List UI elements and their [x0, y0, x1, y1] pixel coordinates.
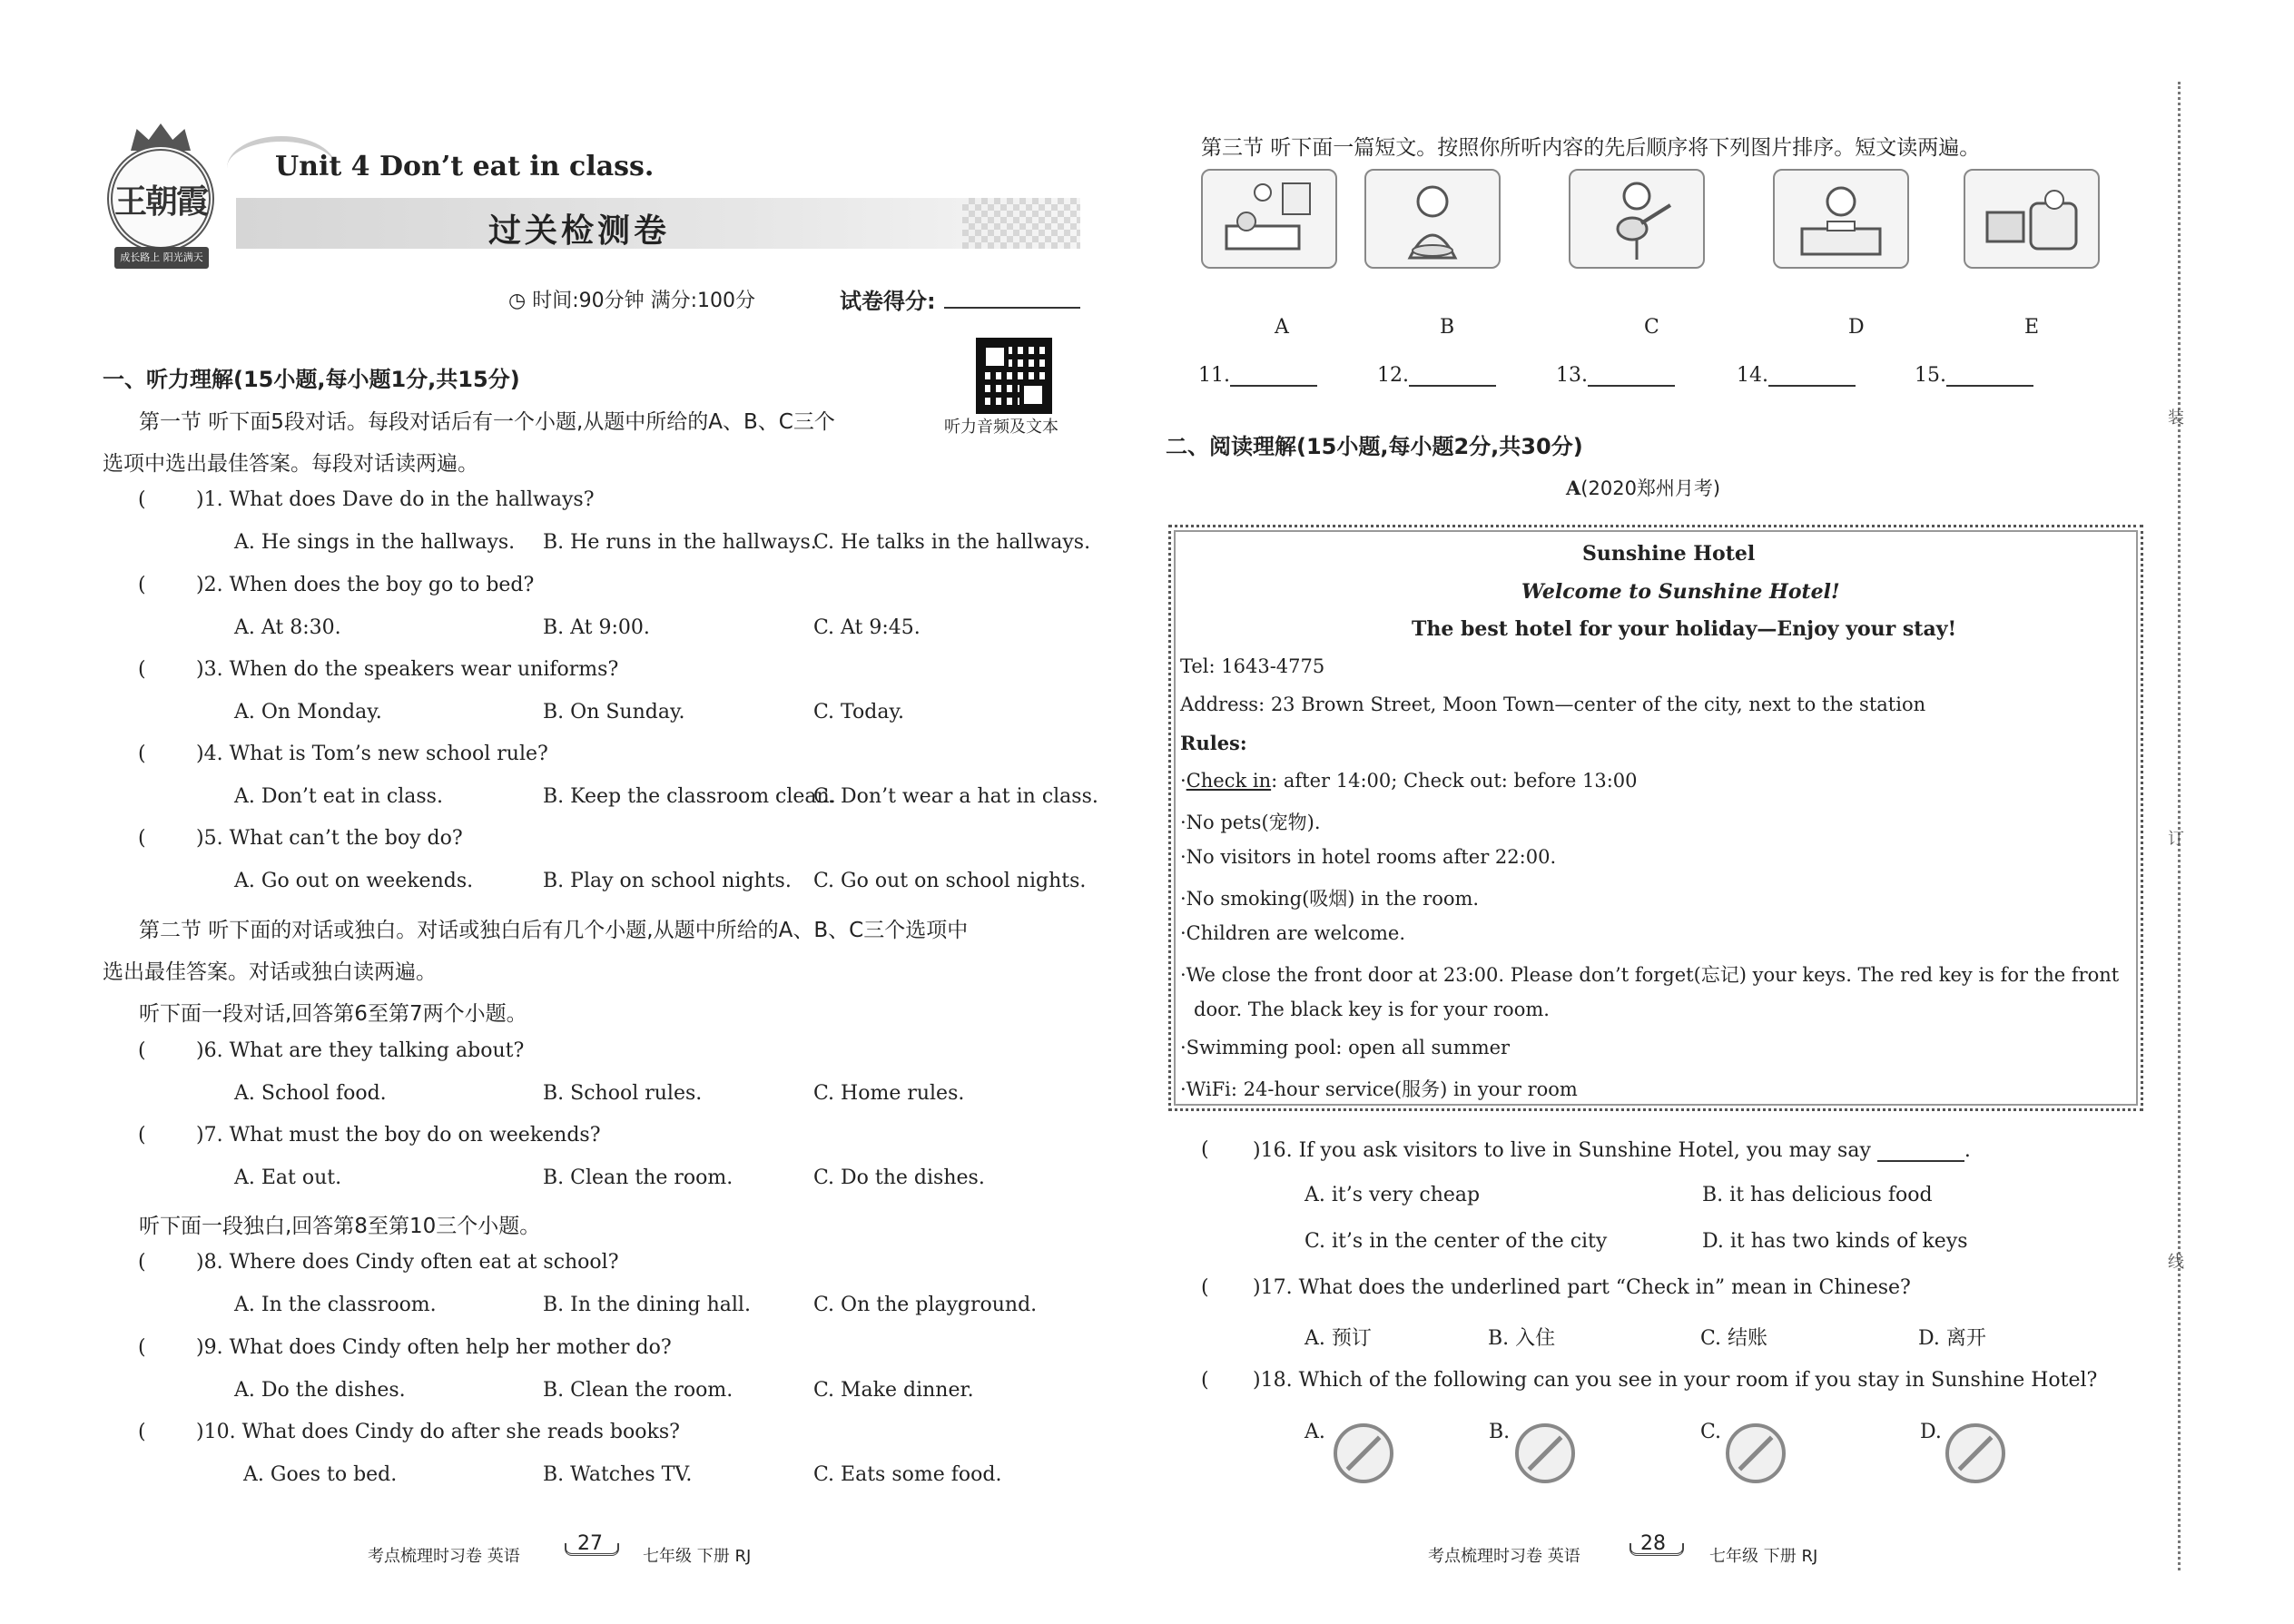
- option-3c[interactable]: C. Today.: [813, 701, 904, 723]
- question-16-text: )16. If you ask visitors to live in Sunshine Hotel, you may say: [1253, 1139, 1871, 1162]
- answer-13-blank[interactable]: [1588, 363, 1675, 387]
- page-number: 27: [577, 1532, 603, 1555]
- answer-15: [1915, 363, 2033, 387]
- part2-instruction-line1: 第二节 听下面的对话或独白。对话或独白后有几个小题,从题中所给的A、B、C三个选项中: [139, 919, 969, 942]
- option-8b[interactable]: B. In the dining hall.: [543, 1294, 751, 1316]
- check-in-underlined: Check in: [1186, 770, 1272, 792]
- question-8: )8. Where does Cindy often eat at school?: [196, 1251, 619, 1274]
- hotel-name: Sunshine Hotel: [1582, 542, 1756, 566]
- option-4b[interactable]: B. Keep the classroom clean.: [543, 785, 836, 808]
- rule-children: ·Children are welcome.: [1180, 922, 1406, 944]
- option-16b[interactable]: B. it has delicious food: [1702, 1184, 1933, 1206]
- time-info: [508, 285, 755, 313]
- qr-caption: 听力音频及文本: [944, 418, 1058, 437]
- option-2a[interactable]: A. At 8:30.: [234, 616, 341, 639]
- rule-front-door: ·We close the front door at 23:00. Please don’t forget(忘记) your keys. The red key is for the front: [1180, 964, 2120, 986]
- question-1: )1. What does Dave do in the hallways?: [196, 488, 595, 511]
- answer-14-label: 14.: [1737, 364, 1768, 387]
- picture-label-d: D: [1848, 316, 1865, 339]
- option-9a[interactable]: A. Do the dishes.: [234, 1379, 406, 1402]
- question-17-paren[interactable]: (: [1201, 1276, 1209, 1299]
- intro-q8-10: 听下面一段独白,回答第8至第10三个小题。: [139, 1215, 541, 1238]
- test-title: 过关检测卷: [488, 212, 671, 250]
- option-3a[interactable]: A. On Monday.: [234, 701, 382, 723]
- option-1a[interactable]: A. He sings in the hallways.: [234, 531, 516, 554]
- question-2-paren[interactable]: (: [138, 574, 146, 596]
- question-16-end: .: [1964, 1139, 1971, 1162]
- picture-d-girl-studying: [1773, 169, 1909, 269]
- passage-a-source: (2020郑州月考): [1580, 477, 1721, 499]
- answer-15-label: 15.: [1915, 364, 1946, 387]
- no-pets-sign-icon[interactable]: [1515, 1423, 1575, 1483]
- question-17: )17. What does the underlined part “Check in” mean in Chinese?: [1253, 1276, 1911, 1299]
- part1-instruction-line1: 第一节 听下面5段对话。每段对话后有一个小题,从题中所给的A、B、C三个: [139, 410, 835, 434]
- side-mark-2: 订: [2168, 830, 2184, 849]
- question-5: )5. What can’t the boy do?: [196, 827, 463, 850]
- question-9: )9. What does Cindy often help her mother do?: [196, 1336, 672, 1359]
- answer-15-blank[interactable]: [1946, 363, 2033, 387]
- answer-12-blank[interactable]: [1409, 363, 1496, 387]
- hotel-address: Address: 23 Brown Street, Moon Town—center of the city, next to the station: [1180, 694, 1926, 715]
- rule-no-pets: ·No pets(宠物).: [1180, 812, 1321, 833]
- hotel-slogan: The best hotel for your holiday—Enjoy your stay!: [1412, 617, 1957, 641]
- intro-q6-7: 听下面一段对话,回答第6至第7两个小题。: [139, 1002, 527, 1026]
- question-4-paren[interactable]: (: [138, 743, 146, 765]
- score-blank[interactable]: [944, 289, 1080, 309]
- option-16d[interactable]: D. it has two kinds of keys: [1702, 1230, 1968, 1253]
- footer-left-text-right: 考点梳理时习卷 英语: [1428, 1547, 1580, 1566]
- option-17c[interactable]: C. 结账: [1700, 1327, 1768, 1350]
- part2-instruction-line2: 选出最佳答案。对话或独白读两遍。: [103, 960, 437, 984]
- option-5a[interactable]: A. Go out on weekends.: [234, 870, 474, 892]
- question-10-paren[interactable]: (: [138, 1421, 146, 1443]
- option-4c[interactable]: C. Don’t wear a hat in class.: [813, 785, 1098, 808]
- option-1c[interactable]: C. He talks in the hallways.: [813, 531, 1091, 554]
- answer-13-label: 13.: [1556, 364, 1588, 387]
- option-18c-label[interactable]: C.: [1700, 1421, 1722, 1443]
- option-10c[interactable]: C. Eats some food.: [813, 1463, 1002, 1486]
- answer-11-blank[interactable]: [1230, 363, 1317, 387]
- question-3-paren[interactable]: (: [138, 658, 146, 681]
- question-18-paren[interactable]: (: [1201, 1369, 1209, 1392]
- girl-icon: [1383, 176, 1482, 262]
- time-info-text: 时间:90分钟 满分:100分: [532, 290, 756, 312]
- answer-12: [1377, 363, 1496, 387]
- option-10a[interactable]: A. Goes to bed.: [243, 1463, 398, 1486]
- question-10: )10. What does Cindy do after she reads books?: [196, 1421, 680, 1443]
- picture-label-b: B: [1440, 316, 1455, 339]
- side-mark-1: 装: [2168, 408, 2184, 428]
- option-9c[interactable]: C. Make dinner.: [813, 1379, 974, 1402]
- question-7-paren[interactable]: (: [138, 1124, 146, 1147]
- option-4a[interactable]: A. Don’t eat in class.: [234, 785, 443, 808]
- question-2: )2. When does the boy go to bed?: [196, 574, 535, 596]
- question-16-blank[interactable]: [1877, 1138, 1964, 1162]
- answer-11: [1198, 363, 1317, 387]
- option-7b[interactable]: B. Clean the room.: [543, 1166, 733, 1189]
- question-16: [1253, 1138, 1971, 1162]
- option-5c[interactable]: C. Go out on school nights.: [813, 870, 1087, 892]
- check-in-rest: : after 14:00; Check out: before 13:00: [1271, 770, 1638, 792]
- option-16c[interactable]: C. it’s in the center of the city: [1305, 1230, 1608, 1253]
- answer-11-label: 11.: [1198, 364, 1230, 387]
- section1-heading: 一、听力理解(15小题,每小题1分,共15分): [103, 367, 520, 392]
- rule-swimming-pool: ·Swimming pool: open all summer: [1180, 1037, 1511, 1058]
- option-17d[interactable]: D. 离开: [1918, 1327, 1986, 1350]
- picture-b-girl-eating: [1364, 169, 1501, 269]
- no-smoking-sign-icon[interactable]: [1334, 1423, 1393, 1483]
- answer-13: [1556, 363, 1675, 387]
- answer-14: [1737, 363, 1856, 387]
- option-6b[interactable]: B. School rules.: [543, 1082, 703, 1105]
- option-17a[interactable]: A. 预订: [1305, 1327, 1372, 1350]
- footer-right-text-right: 七年级 下册 RJ: [1709, 1547, 1818, 1566]
- qr-code-icon[interactable]: [976, 338, 1052, 414]
- option-17b[interactable]: B. 入住: [1488, 1327, 1556, 1350]
- question-18: )18. Which of the following can you see in your room if you stay in Sunshine Hotel?: [1253, 1369, 2098, 1392]
- checker-pattern: [962, 198, 1080, 249]
- unit-title: Unit 4 Don’t eat in class.: [275, 151, 655, 182]
- hotel-welcome: Welcome to Sunshine Hotel!: [1521, 580, 1840, 604]
- rule-front-door-cont: door. The black key is for your room.: [1194, 999, 1550, 1020]
- option-5b[interactable]: B. Play on school nights.: [543, 870, 792, 892]
- rule-wifi: ·WiFi: 24-hour service(服务) in your room: [1180, 1078, 1578, 1100]
- rule-no-visitors: ·No visitors in hotel rooms after 22:00.: [1180, 846, 1557, 868]
- question-3: )3. When do the speakers wear uniforms?: [196, 658, 619, 681]
- footer-right-text: 七年级 下册 RJ: [643, 1547, 752, 1566]
- question-16-paren[interactable]: (: [1201, 1138, 1209, 1161]
- question-8-paren[interactable]: (: [138, 1251, 146, 1274]
- question-6: )6. What are they talking about?: [196, 1039, 525, 1062]
- picture-e-girl-watching-tv: [1964, 169, 2100, 269]
- option-9b[interactable]: B. Clean the room.: [543, 1379, 733, 1402]
- option-3b[interactable]: B. On Sunday.: [543, 701, 685, 723]
- picture-label-c: C: [1644, 316, 1659, 339]
- right-page: [1147, 0, 2294, 1624]
- picture-a-sleeping: [1201, 169, 1337, 269]
- question-1-paren[interactable]: (: [138, 488, 146, 511]
- hotel-tel: Tel: 1643-4775: [1180, 655, 1325, 677]
- rule-check-in: ·Check in: after 14:00; Check out: before 13:00: [1180, 770, 1638, 792]
- page-number-right: 28: [1640, 1532, 1666, 1555]
- question-7: )7. What must the boy do on weekends?: [196, 1124, 601, 1147]
- logo-ribbon: 成长路上 阳光满天: [114, 247, 209, 269]
- question-4: )4. What is Tom’s new school rule?: [196, 743, 548, 765]
- option-7c[interactable]: C. Do the dishes.: [813, 1166, 985, 1189]
- rules-heading: Rules:: [1180, 732, 1247, 754]
- passage-a-header: [1566, 474, 1720, 501]
- option-1b[interactable]: B. He runs in the hallways.: [543, 531, 817, 554]
- option-16a[interactable]: A. it’s very cheap: [1305, 1184, 1481, 1206]
- option-18a-label[interactable]: A.: [1305, 1421, 1325, 1443]
- publisher-logo: [87, 118, 232, 272]
- part1-instruction-line2: 选项中选出最佳答案。每段对话读两遍。: [103, 452, 478, 476]
- answer-14-blank[interactable]: [1768, 363, 1856, 387]
- option-8a[interactable]: A. In the classroom.: [234, 1294, 437, 1316]
- option-8c[interactable]: C. On the playground.: [813, 1294, 1038, 1316]
- option-6a[interactable]: A. School food.: [234, 1082, 387, 1105]
- option-7a[interactable]: A. Eat out.: [234, 1166, 342, 1189]
- picture-c-girl-guitar: [1569, 169, 1705, 269]
- question-6-paren[interactable]: (: [138, 1039, 146, 1062]
- passage-a-label: A: [1566, 477, 1581, 499]
- option-18d-label[interactable]: D.: [1920, 1421, 1942, 1443]
- no-entry-sign-icon[interactable]: [1945, 1423, 2005, 1483]
- tv-icon: [1982, 176, 2082, 262]
- footer-left-text: 考点梳理时习卷 英语: [368, 1547, 520, 1566]
- bed-icon: [1219, 176, 1319, 262]
- question-5-paren[interactable]: (: [138, 827, 146, 850]
- no-luggage-sign-icon[interactable]: [1726, 1423, 1786, 1483]
- part3-instruction: 第三节 听下面一篇短文。按照你所听内容的先后顺序将下列图片排序。短文读两遍。: [1201, 136, 1981, 160]
- option-18b-label[interactable]: B.: [1489, 1421, 1511, 1443]
- answer-12-label: 12.: [1377, 364, 1409, 387]
- picture-label-e: E: [2024, 316, 2040, 339]
- clock-icon: ◷: [508, 290, 533, 312]
- logo-emblem: 王朝霞: [107, 145, 214, 252]
- score-label: 试卷得分:: [840, 289, 936, 314]
- side-mark-3: 线: [2168, 1253, 2184, 1272]
- section2-heading: 二、阅读理解(15小题,每小题2分,共30分): [1166, 434, 1583, 459]
- picture-label-a: A: [1275, 316, 1289, 339]
- desk-icon: [1791, 176, 1891, 262]
- question-9-paren[interactable]: (: [138, 1336, 146, 1359]
- option-2c[interactable]: C. At 9:45.: [813, 616, 921, 639]
- option-2b[interactable]: B. At 9:00.: [543, 616, 650, 639]
- guitar-icon: [1587, 176, 1687, 262]
- rule-no-smoking: ·No smoking(吸烟) in the room.: [1180, 888, 1480, 910]
- option-6c[interactable]: C. Home rules.: [813, 1082, 965, 1105]
- option-10b[interactable]: B. Watches TV.: [543, 1463, 693, 1486]
